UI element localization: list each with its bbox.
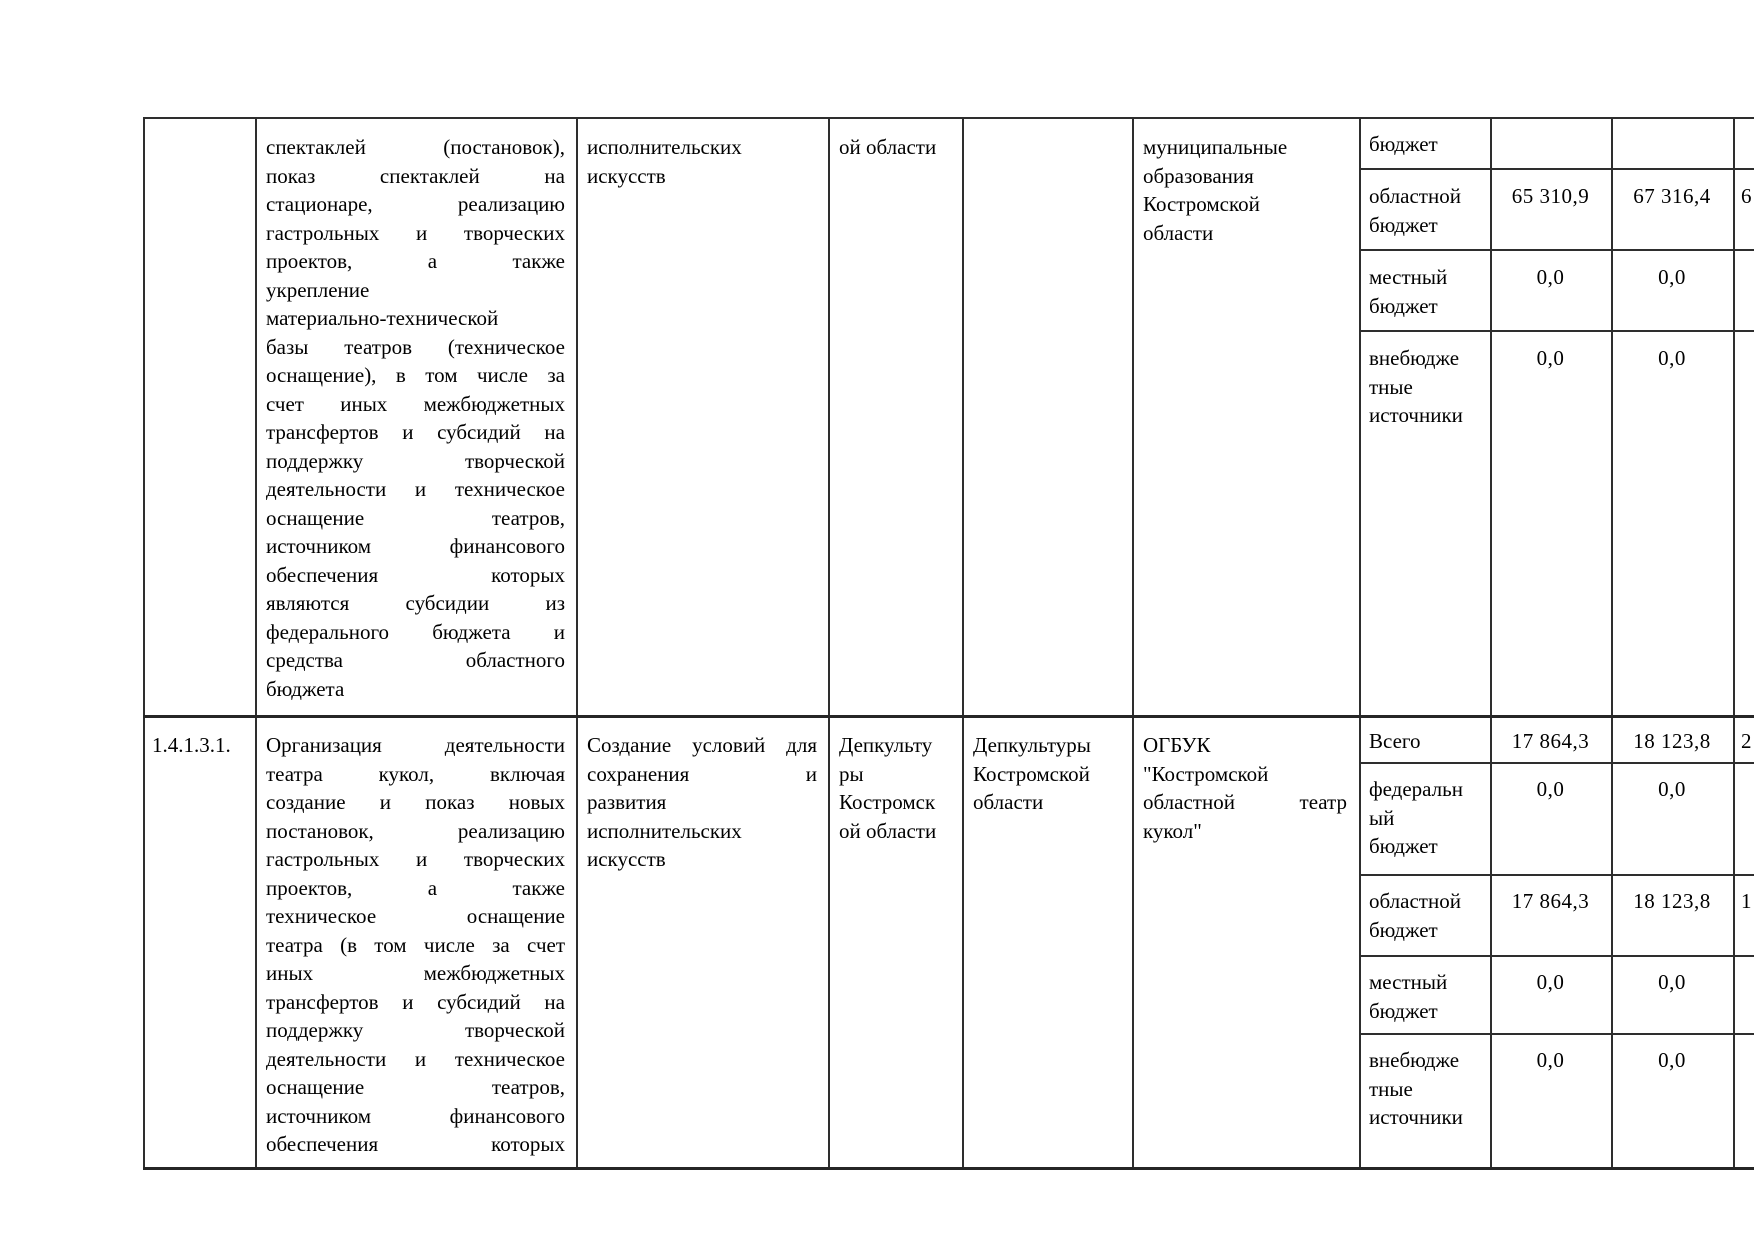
- budget-value: 0,0: [1536, 265, 1565, 289]
- budget-source-label: бюджет: [1369, 132, 1438, 156]
- budget-value: 0,0: [1536, 1048, 1565, 1072]
- budget-value: 18 123,8: [1633, 729, 1711, 753]
- organization-cell: муниципальные образования Костромской области: [1143, 135, 1288, 245]
- description-cell: спектаклей (постановок), показ спектаклей на стационаре, реализацию гастрольных и творческих проектов, а также укрепление материально-технической базы театров (техническое оснащение), в том числе за счет иных межбюджетных трансфертов и субсидий на поддержку творческой деятельности и техническое оснащение театров, источником финансового обеспечения которых являются субсидии из федерального бюджета и средства областного бюджета: [266, 135, 565, 701]
- budget-source-label: федеральн ый бюджет: [1369, 777, 1463, 858]
- budget-source-label: местный бюджет: [1369, 970, 1448, 1023]
- budget-value: 0,0: [1658, 970, 1686, 994]
- budget-value: 17 864,3: [1511, 729, 1590, 753]
- budget-value: 0,0: [1536, 970, 1565, 994]
- budget-source-label: областной бюджет: [1369, 889, 1461, 942]
- executor-cell: Депкульту ры Костромск ой области: [839, 733, 937, 843]
- budget-value: 0,0: [1658, 346, 1686, 370]
- expected-result-cell: Создание условий для сохранения и развития исполнительских искусств: [587, 733, 817, 871]
- budget-source-label: областной бюджет: [1369, 184, 1461, 237]
- budget-value-clipped: 6: [1741, 184, 1752, 208]
- organization-cell: ОГБУК "Костромской областной театр кукол": [1143, 733, 1347, 843]
- budget-value-clipped: 1: [1741, 889, 1752, 913]
- budget-source-label: внебюдже тные источники: [1369, 346, 1463, 427]
- budget-value: 65 310,9: [1511, 184, 1590, 208]
- budget-value: 0,0: [1536, 777, 1565, 801]
- budget-source-label: внебюдже тные источники: [1369, 1048, 1463, 1129]
- executor-cell: ой области: [839, 135, 937, 159]
- description-cell: Организация деятельности театра кукол, включая создание и показ новых постановок, реализацию гастрольных и творческих проектов, а также техническое оснащение театра (в том числе за счет иных межбюджетных трансфертов и субсидий на поддержку творческой деятельности и техническое оснащение театров, источником финансового обеспечения которых: [266, 733, 565, 1156]
- expected-result-cell: исполнительских искусств: [587, 135, 742, 188]
- budget-value: 0,0: [1658, 777, 1686, 801]
- participant-cell: Депкультуры Костромской области: [973, 733, 1091, 814]
- budget-value: 0,0: [1658, 1048, 1686, 1072]
- budget-value: 0,0: [1658, 265, 1686, 289]
- budget-value: 67 316,4: [1633, 184, 1711, 208]
- budget-source-label: Всего: [1369, 729, 1421, 753]
- budget-value: 0,0: [1536, 346, 1565, 370]
- budget-value-clipped: 2: [1741, 729, 1752, 753]
- budget-source-label: местный бюджет: [1369, 265, 1448, 318]
- budget-value: 17 864,3: [1511, 889, 1590, 913]
- budget-value: 18 123,8: [1633, 889, 1711, 913]
- row-number-cell: 1.4.1.3.1.: [152, 733, 231, 757]
